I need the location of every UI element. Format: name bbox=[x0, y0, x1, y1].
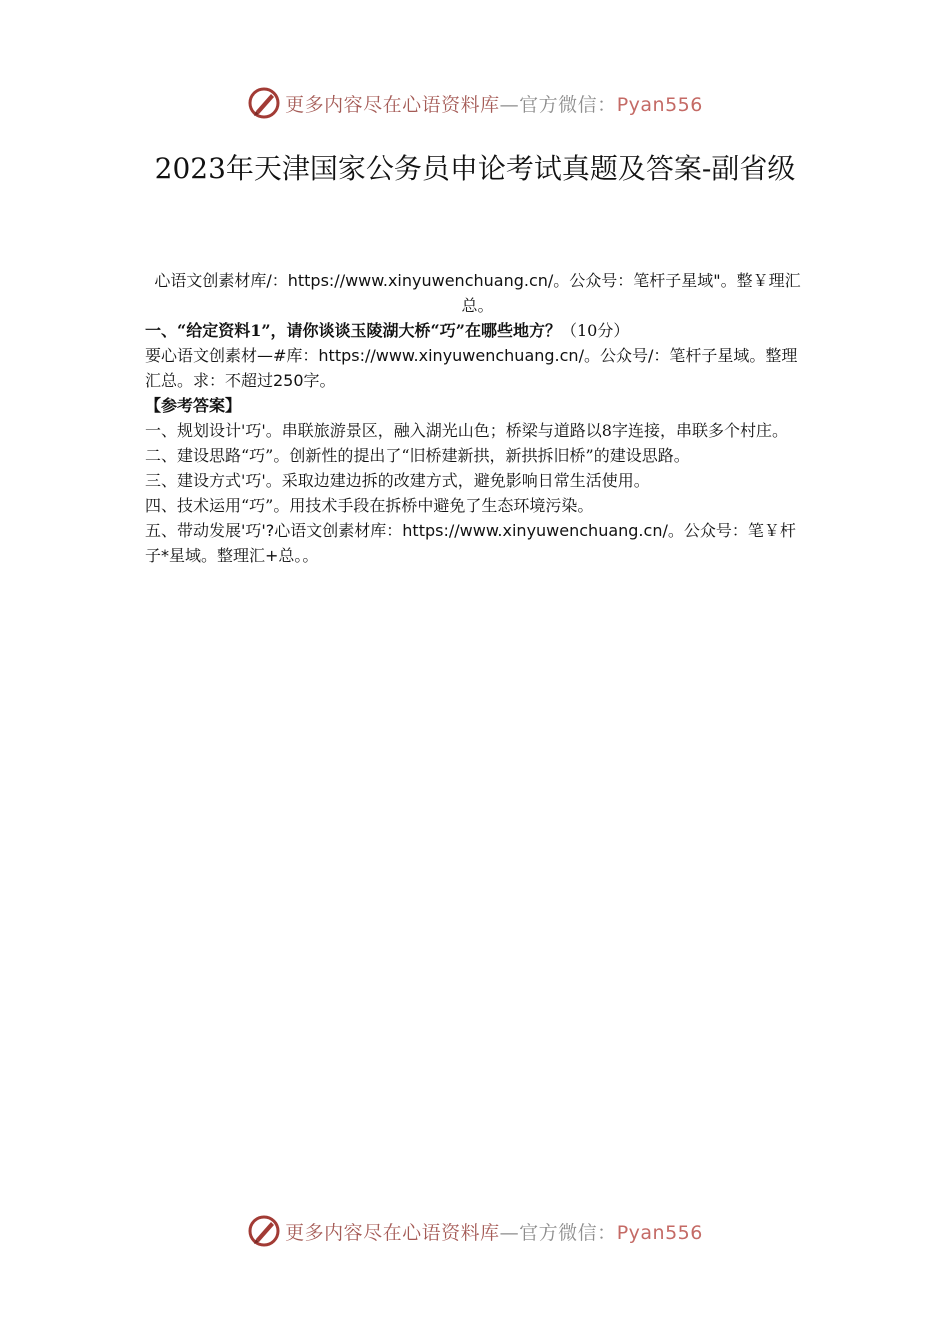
answer-item: 二、建设思路“巧”。创新性的提出了“旧桥建新拱，新拱拆旧桥”的建设思路。 bbox=[145, 446, 690, 465]
source-notice: 心语文创素材库/：https://www.xinyuwenchuang.cn/。公众号：笔杆子星域"。整￥理汇总。 bbox=[154, 271, 801, 315]
answer-heading: 【参考答案】 bbox=[145, 396, 242, 415]
page-title: 2023年天津国家公务员申论考试真题及答案-副省级 bbox=[154, 152, 796, 185]
pen-logo-icon bbox=[247, 86, 281, 120]
question-line bbox=[145, 318, 810, 343]
question-score: （10分） bbox=[560, 321, 630, 340]
header-banner bbox=[0, 83, 950, 123]
question-text: 一、“给定资料1”，请你谈谈玉陵湖大桥“巧”在哪些地方？ bbox=[145, 321, 561, 340]
banner-text: 更多内容尽在心语资料库—官方微信：Pyan556 bbox=[285, 1221, 703, 1244]
requirement-text: 要心语文创素材—#库：https://www.xinyuwenchuang.cn/。公众号/：笔杆子星域。整理汇总。求：不超过250字。 bbox=[145, 346, 798, 390]
banner-text: 更多内容尽在心语资料库—官方微信：Pyan556 bbox=[285, 93, 703, 116]
answer-item: 五、带动发展'巧'?心语文创素材库：https://www.xinyuwenchuang.cn/。公众号：笔￥杆子*星域。整理汇+总。。 bbox=[145, 521, 796, 565]
answer-item: 四、技术运用“巧”。用技术手段在拆桥中避免了生态环境污染。 bbox=[145, 496, 594, 515]
footer-banner bbox=[0, 1211, 950, 1251]
document-body bbox=[145, 268, 810, 568]
pen-logo-icon bbox=[247, 1214, 281, 1248]
answer-item: 一、规划设计'巧'。串联旅游景区，融入湖光山色；桥梁与道路以8字连接，串联多个村庄。 bbox=[145, 421, 788, 440]
answer-item: 三、建设方式'巧'。采取边建边拆的改建方式，避免影响日常生活使用。 bbox=[145, 471, 650, 490]
